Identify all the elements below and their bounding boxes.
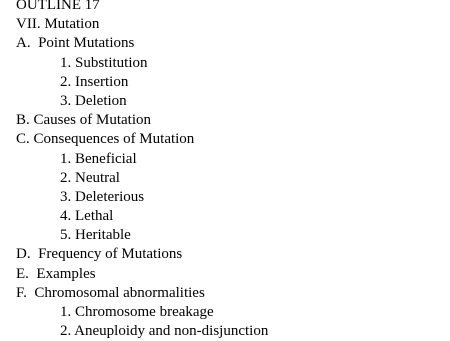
item-aneuploidy: 2. Aneuploidy and non-disjunction: [60, 323, 269, 340]
item-deletion: 3. Deletion: [60, 92, 127, 109]
item-lethal: 4. Lethal: [60, 208, 114, 225]
outline-heading: OUTLINE 17: [16, 0, 100, 13]
section-frequency-of-mutations: D. Frequency of Mutations: [16, 246, 183, 263]
item-heritable: 5. Heritable: [60, 227, 131, 244]
item-beneficial: 1. Beneficial: [60, 150, 137, 167]
item-substitution: 1. Substitution: [60, 54, 148, 71]
section-consequences-of-mutation: C. Consequences of Mutation: [16, 131, 195, 148]
item-neutral: 2. Neutral: [60, 169, 120, 186]
section-chromosomal-abnormalities: F. Chromosomal abnormalities: [16, 284, 205, 301]
item-deleterious: 3. Deleterious: [60, 188, 145, 205]
section-mutation: VII. Mutation: [16, 16, 100, 33]
outline-document: [16, 0, 446, 341]
section-examples: E. Examples: [16, 265, 96, 282]
item-insertion: 2. Insertion: [60, 73, 129, 90]
section-causes-of-mutation: B. Causes of Mutation: [16, 112, 151, 129]
item-chromosome-breakage: 1. Chromosome breakage: [60, 304, 214, 320]
section-point-mutations: A. Point Mutations: [16, 35, 135, 52]
